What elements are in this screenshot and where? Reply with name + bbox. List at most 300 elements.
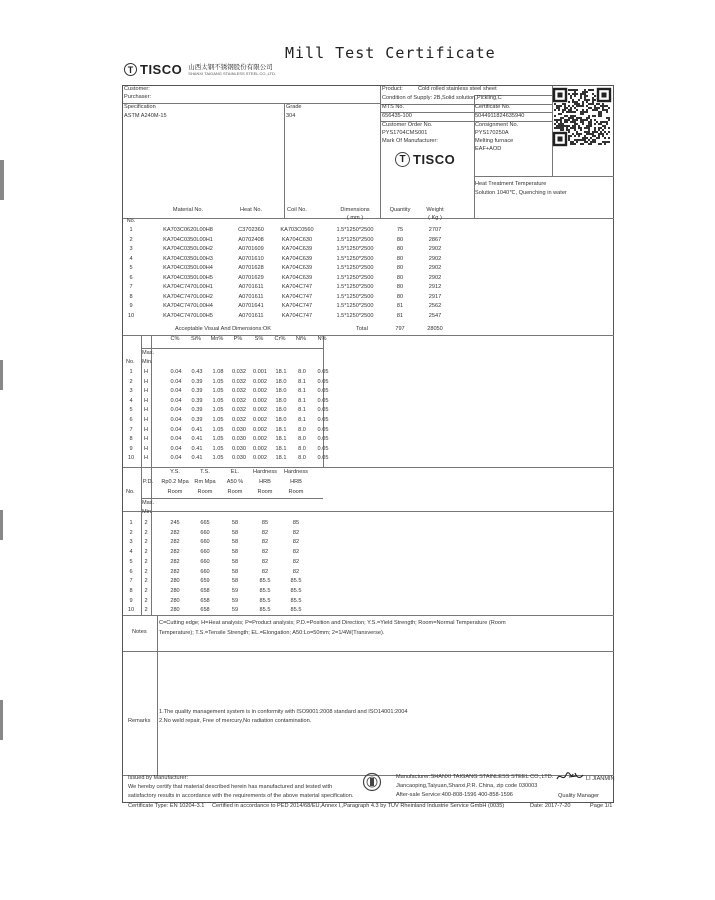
notes-line-2: Temperature); T.S.=Tensile Strength; EL.=Elongation; A50:Lo=50mm; 2=1/4W(Transverse). [159,630,385,636]
chem-row-type: H [143,455,149,462]
mech-header-2-4: HRB [259,479,271,485]
items-cell: A0701628 [238,265,264,271]
mech-row-no: 3 [129,539,133,546]
certificate-type: Certificate Type: EN 10204-3.1 [128,803,205,809]
chem-cell: 0.04 [170,378,182,385]
chem-row-type: H [143,378,149,385]
mech-cell: 82 [261,529,269,536]
items-cell: KA704C7470L00H1 [163,284,213,290]
chem-row-no: 6 [129,417,133,423]
items-header-1: Material No. [172,207,204,213]
items-cell: 3 [129,246,133,252]
melting-value: EAF+AOD [475,146,502,152]
chem-cell: 1.08 [212,369,224,375]
chem-row-no: 5 [129,407,133,414]
chem-cell: 18.0 [275,378,287,385]
items-cell: A0701611 [238,293,264,300]
mech-cell: 82 [261,568,269,575]
chem-row-type: H [143,369,149,375]
chem-cell: 0.032 [232,378,246,385]
tisco-logo-icon: T [124,63,137,76]
chem-cell: 1.05 [212,397,224,404]
chem-cell: 0.43 [191,369,203,375]
items-cell: 1.5*1250*2500 [336,227,374,233]
items-cell: KA704C639 [281,255,313,262]
quality-manager: Quality Manager [558,793,600,799]
manufacturer-mark [395,152,455,167]
mech-cell: 282 [170,539,180,546]
mech-cell: 85 [292,520,300,526]
chem-row-type: H [143,436,149,443]
mech-header-2-2: Rm Mpa [194,479,216,485]
items-cell: A0701611 [238,284,264,290]
mech-header-1-2: EL. [230,469,240,475]
items-unit-1: ( Kg ) [428,215,442,221]
mech-cell: 280 [170,587,180,594]
mech-header-2-3: A50 % [226,479,244,485]
mech-row-no: 10 [127,607,135,614]
items-cell: 2 [129,236,133,243]
chem-cell: 0.032 [232,407,246,414]
mech-min-label: Min. [142,509,153,515]
mech-row-no: 9 [129,597,133,604]
chem-cell: 0.001 [253,369,267,375]
certify-line-1: We hereby certify that material described herein has manufactured and tested with [128,784,333,790]
chem-cell: 0.05 [317,369,329,375]
chem-max-label: Max. [142,350,155,356]
chem-row-no: 4 [129,397,133,404]
product-label: Product: [382,86,403,92]
items-header-6: Weight [426,207,444,213]
chem-cell: 0.002 [253,388,267,395]
chem-cell: 0.002 [253,378,267,385]
chem-cell: 0.05 [317,436,329,443]
chem-cell: 1.05 [212,426,224,433]
mech-cell: 58 [231,558,239,565]
chem-cell: 0.05 [317,445,329,452]
chem-cell: 0.05 [317,397,329,404]
certification-seal-icon [362,772,382,792]
chem-cell: 0.04 [170,426,182,433]
chem-row-type: H [143,397,149,404]
items-cell: 1.5*1250*2500 [336,284,374,290]
items-cell: 80 [396,255,404,262]
chem-header-6: Ni% [295,336,307,342]
items-cell: KA704C747 [281,312,313,319]
mech-cell: 85 [261,520,269,526]
chem-cell: 0.030 [232,426,246,433]
order-label: Customer Order No. [382,122,433,128]
mech-cell: 282 [170,568,180,575]
mech-cell: 85.5 [290,607,302,614]
chem-cell: 0.030 [232,445,246,452]
mech-header-3-1: Room [197,489,213,495]
mech-cell: 660 [200,529,210,536]
chem-cell: 0.030 [232,436,246,443]
chem-cell: 1.05 [212,388,224,395]
company-name-en: SHANXI TAIGANG STAINLESS STEEL CO.,LTD. [188,70,277,76]
chem-cell: 8.1 [298,388,306,395]
chem-row-type: H [143,445,149,452]
chem-cell: 1.05 [212,407,224,414]
mech-header-2-5: HRB [290,479,302,485]
items-cell: KA704C7470L00H4 [163,303,213,309]
chem-cell: 8.0 [298,445,306,452]
items-cell: KA704C747 [281,303,313,309]
mech-cell: 660 [200,558,210,565]
items-header-5: Quantity [389,207,411,213]
chem-cell: 8.1 [298,417,306,423]
qr-code-icon [551,86,613,176]
issue-date: Date: 2017-7-20 [530,803,571,809]
mech-cell: 58 [231,539,239,546]
chem-header-4: S% [254,336,264,342]
chem-row-no: 3 [129,388,133,395]
chem-cell: 8.0 [298,436,306,443]
chem-cell: 0.41 [191,445,203,452]
items-cell: A0701641 [238,303,264,309]
chem-cell: 8.0 [298,455,306,462]
mech-cell: 245 [170,520,180,526]
chem-cell: 18.1 [275,455,287,462]
items-cell: 80 [396,293,404,300]
mark-label: Mark Of Manufacturer: [382,138,438,144]
mech-cell: 658 [200,597,210,604]
items-cell: KA703C0620L00H8 [163,227,213,233]
items-cell: 10 [127,312,135,319]
consignment-label: Consignment No. [475,122,519,128]
chem-cell: 0.032 [232,388,246,395]
total-weight: 28050 [427,326,443,332]
items-cell: 2902 [428,255,442,262]
mech-row-pd: 2 [144,549,148,556]
chem-header-2: Mn% [210,336,224,342]
mech-cell: 82 [292,549,300,556]
mts-label: MTS No. [382,104,405,110]
chem-header-1: Si% [191,336,201,342]
items-cell: 2562 [428,303,442,309]
items-cell: A0702408 [238,236,264,243]
items-cell: 1.5*1250*2500 [336,293,374,300]
items-cell: 1.5*1250*2500 [336,312,374,319]
notes-label: Notes [132,629,147,635]
chem-cell: 18.1 [275,426,287,433]
chem-cell: 8.1 [298,397,306,404]
mech-cell: 658 [200,607,210,614]
chem-cell: 0.002 [253,407,267,414]
mech-cell: 280 [170,607,180,614]
chem-cell: 8.0 [298,369,306,375]
mech-cell: 659 [200,578,210,585]
mech-cell: 665 [200,520,210,526]
mech-cell: 82 [292,558,300,565]
mech-header-1-3: Hardness [253,469,277,475]
items-cell: 7 [129,284,133,290]
chem-cell: 0.002 [253,455,267,462]
chem-cell: 18.0 [275,417,287,423]
mech-row-no: 5 [129,558,133,565]
items-cell: KA704C639 [281,274,313,281]
chem-cell: 0.030 [232,455,246,462]
mech-cell: 59 [231,587,239,594]
mech-cell: 282 [170,558,180,565]
items-cell: KA704C0350L00H4 [163,265,213,271]
chem-cell: 0.002 [253,445,267,452]
items-cell: 2707 [428,227,442,233]
items-cell: 9 [129,303,133,309]
items-cell: 80 [396,284,404,290]
consignment-value: PYS170250A [475,130,509,136]
chem-row-no: 8 [129,436,133,443]
mech-row-pd: 2 [144,597,148,604]
mech-row-pd: 2 [144,607,148,614]
mech-cell: 58 [231,578,239,585]
mech-header-3-2: Room [227,489,243,495]
mech-row-pd: 2 [144,578,148,585]
items-cell: 80 [396,236,404,243]
heat-treatment-label: Heat Treatment Temperature [475,181,547,187]
items-cell: 80 [396,265,404,271]
total-quantity: 797 [395,326,405,332]
mech-header-3-3: Room [257,489,273,495]
logo-word: TISCO [140,62,183,77]
items-cell: 2867 [428,236,442,243]
remarks-line-1: 1.The quality management system is in conformity with ISO9001:2008 standard and ISO14001:2004 [159,709,408,715]
chem-row-type: H [143,407,149,414]
product-value: Cold rolled stainless steel sheet [418,86,497,92]
items-cell: KA704C0350L00H2 [163,246,213,252]
items-cell: KA704C0350L00H1 [163,236,213,243]
chem-cell: 0.04 [170,417,182,423]
tisco-mark-icon: T [395,152,410,167]
chem-cell: 8.1 [298,378,306,385]
items-cell: 1.5*1250*2500 [336,265,374,271]
items-cell: 81 [396,312,404,319]
mech-cell: 58 [231,549,239,556]
certify-line-2: satisfactory results in accordance with the requirements of the above material specification. [128,793,354,799]
items-cell: KA704C639 [281,246,313,252]
items-cell: KA704C0350L00H3 [163,255,213,262]
mech-row-no: 1 [129,520,133,526]
items-cell: 6 [129,274,133,281]
certificate-value: 5044911824635940 [475,113,525,119]
scan-mark [0,160,4,200]
mech-cell: 58 [231,529,239,536]
chem-no-label: No. [126,359,135,365]
chem-cell: 0.39 [191,378,203,385]
mech-cell: 85.5 [259,607,271,614]
chem-header-7: N% [317,336,327,342]
items-cell: 1.5*1250*2500 [336,255,374,262]
chem-cell: 0.002 [253,436,267,443]
items-cell: 1.5*1250*2500 [336,303,374,309]
chem-cell: 1.05 [212,417,224,423]
items-cell: 8 [129,293,133,300]
purchaser-label: Purchaser: [124,94,152,100]
manufacturer-name: Manufacturer:SHANXI TAIGANG STAINLESS STEEL CO.,LTD. [396,774,554,780]
items-cell: 2547 [428,312,442,319]
chem-cell: 0.05 [317,455,329,462]
items-cell: 2912 [428,284,442,290]
chem-cell: 0.04 [170,445,182,452]
mech-cell: 282 [170,549,180,556]
mech-cell: 58 [231,568,239,575]
chem-cell: 0.41 [191,426,203,433]
melting-label: Melting furnace [475,138,514,144]
mech-row-pd: 2 [144,520,148,526]
mech-header-1-4: Hardness [284,469,308,475]
chem-row-no: 2 [129,378,133,385]
company-logo [124,62,276,77]
mech-cell: 85.5 [290,597,302,604]
items-cell: 2902 [428,265,442,271]
chem-row-type: H [143,426,149,433]
mech-cell: 282 [170,529,180,536]
chem-cell: 0.05 [317,378,329,385]
chem-row-type: H [143,388,149,395]
items-cell: KA704C747 [281,284,313,290]
chem-cell: 0.39 [191,397,203,404]
items-unit-0: ( mm ) [346,215,364,221]
mech-cell: 85.5 [259,578,271,585]
chem-cell: 0.002 [253,397,267,404]
mech-cell: 85.5 [290,587,302,594]
chem-row-type: H [143,417,149,423]
items-cell: A0701609 [238,246,264,252]
grade-value: 304 [286,113,296,119]
company-name-cn: 山西太钢不锈钢股份有限公司 [188,63,273,71]
chem-cell: 1.05 [212,455,224,462]
chem-cell: 0.032 [232,369,246,375]
mech-row-pd: 2 [144,558,148,565]
heat-treatment-value: Solution 1040℃, Quenching in water [475,190,567,196]
scan-mark [0,700,3,740]
chem-cell: 0.39 [191,417,203,423]
mech-row-no: 4 [129,549,133,556]
chem-cell: 18.0 [275,407,287,414]
mech-cell: 59 [231,607,239,614]
chem-cell: 18.0 [275,397,287,404]
items-cell: 80 [396,246,404,252]
chem-cell: 0.41 [191,455,203,462]
mech-header-2-1: Rp0.2 Mpa [161,479,189,485]
chem-cell: 0.04 [170,407,182,414]
grade-label: Grade [286,104,302,110]
acceptable-visual: Acceptable Visual And Dimensions:OK [175,326,271,332]
mech-cell: 85.5 [290,578,302,585]
items-cell: C3702360 [238,227,264,233]
chem-cell: 0.04 [170,388,182,395]
chem-cell: 0.032 [232,397,246,404]
ped-certification: Certified in accordance to PED 2014/68/EU,Annex I,,Paragraph 4.3 by TÜV Rheinland Industrie Service GmbH (0035) [212,803,505,809]
chem-cell: 0.05 [317,417,329,423]
chem-row-no: 9 [129,445,133,452]
specification-value: ASTM A240M-15 [124,113,167,119]
chem-cell: 0.04 [170,455,182,462]
mech-row-no: 7 [129,578,133,585]
items-cell: 75 [396,227,404,233]
chem-cell: 1.05 [212,436,224,443]
chem-cell: 18.1 [275,445,287,452]
items-cell: KA704C639 [281,265,313,271]
mech-cell: 82 [261,539,269,546]
items-cell: KA704C747 [281,293,313,300]
mech-header-3-4: Room [288,489,304,495]
condition-of-supply: Condition of Supply: 2B,Solid solution,Pickling,C [382,95,502,101]
mech-cell: 82 [261,558,269,565]
mech-no-label: No. [126,489,135,495]
notes-line-1: C=Cutting edge; H=Heat analysis; P=Product analysis; P.D.=Position and Direction; Y.S.=Yield Strength; Room=Normal Temperature (Room [159,620,506,626]
mech-cell: 59 [231,597,239,604]
chem-header-0: C% [170,336,180,342]
scan-mark [0,510,3,540]
mts-value: 656435-100 [382,113,412,119]
total-label: Total [356,326,368,332]
chem-cell: 18.1 [275,369,287,375]
chem-cell: 0.39 [191,388,203,395]
items-cell: A0701611 [238,312,264,319]
manufacturer-address: Jiancaoping,Taiyuan,Shanxi,P.R. China, zip code 030003 [396,783,538,789]
chem-cell: 1.05 [212,445,224,452]
mech-cell: 82 [292,568,300,575]
mech-row-pd: 2 [144,529,148,536]
chem-cell: 8.0 [298,426,306,433]
mech-row-pd: 2 [144,539,148,546]
items-header-2: Heat No. [239,207,263,213]
issued-by: Issued by Manufacturer: [128,775,189,781]
chem-cell: 0.05 [317,426,329,433]
items-cell: A0701610 [238,255,264,262]
scan-mark [0,360,3,390]
mech-cell: 85.5 [259,587,271,594]
chem-cell: 18.1 [275,436,287,443]
items-cell: KA703C0560 [280,227,314,233]
items-cell: 1.5*1250*2500 [336,274,374,281]
items-cell: 5 [129,265,133,271]
items-header-0: No. [126,218,136,224]
signatory-name: LI JIANMIN [586,776,615,782]
items-cell: A0701629 [238,274,264,281]
chem-cell: 0.39 [191,407,203,414]
chem-header-3: P% [233,336,243,342]
items-cell: KA704C0350L00H5 [163,274,213,281]
chem-cell: 0.002 [253,417,267,423]
chem-cell: 0.04 [170,397,182,404]
mech-cell: 58 [231,520,239,526]
after-sale-service: After-sale Service:400-808-1596 400-858-1596 [396,792,513,798]
items-cell: 81 [396,303,404,309]
chem-row-no: 7 [129,426,133,433]
mech-max-label: Max. [142,500,155,506]
chem-cell: 0.04 [170,369,182,375]
chem-cell: 0.41 [191,436,203,443]
customer-label: Customer: [124,86,150,92]
order-value: PYS1704CMS001 [382,130,428,136]
items-cell: 1.5*1250*2500 [336,236,374,243]
mark-word: TISCO [413,152,456,167]
remarks-label: Remarks [128,718,151,724]
items-cell: 80 [396,274,404,281]
items-cell: KA704C7470L00H2 [163,293,213,300]
document-title: Mill Test Certificate [285,44,496,62]
items-header-4: Dimensions [340,207,370,213]
items-cell: 1 [129,227,133,233]
items-cell: 4 [129,255,133,262]
handwritten-signature [555,770,585,784]
chem-cell: 0.04 [170,436,182,443]
mech-row-no: 6 [129,568,133,575]
chem-header-5: Cr% [274,336,286,342]
